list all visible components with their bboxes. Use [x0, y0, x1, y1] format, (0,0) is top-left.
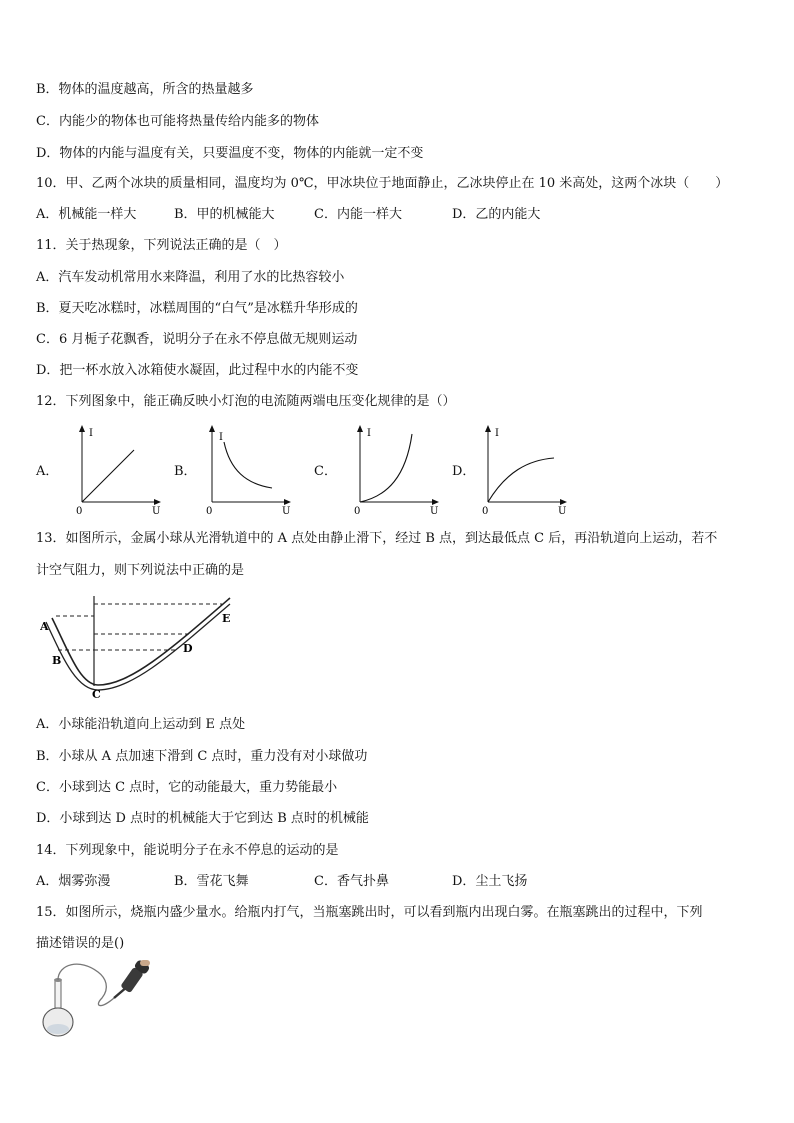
q12-graph-a-x-label: U: [152, 506, 161, 517]
q12-stem: 12．下列图象中，能正确反映小灯泡的电流随两端电压变化规律的是（）: [36, 394, 456, 409]
q15-stem-line1: 15．如图所示，烧瓶内盛少量水。给瓶内打气，当瓶塞跳出时，可以看到瓶内出现白雾。在瓶塞跳出的过程中，下列: [36, 905, 703, 920]
q13-stem-line2: 计空气阻力，则下列说法中正确的是: [36, 563, 245, 578]
q10-option-d: D．乙的内能大: [452, 207, 541, 222]
q14-stem: 14．下列现象中，能说明分子在永不停息的运动的是: [36, 843, 339, 858]
q12-graph-d-y-label: I: [495, 428, 499, 439]
q14-option-b: B．雪花飞舞: [174, 874, 249, 889]
q12-graph-c-letter: C．: [314, 464, 337, 479]
q12-graph-b: [200, 422, 295, 517]
q10-stem: 10．甲、乙两个冰块的质量相同，温度均为 0℃，甲冰块位于地面静止，乙冰块停止在 10 米高处，这两个冰块（ ）: [36, 176, 729, 191]
q13-label-e: E: [222, 612, 231, 625]
q14-option-a: A．烟雾弥漫: [36, 874, 111, 889]
q12-graph-d: [476, 422, 571, 517]
q10-option-b: B．甲的机械能大: [174, 207, 275, 222]
q12-graph-a-origin: 0: [76, 506, 83, 517]
q12-graph-b-origin: 0: [206, 506, 213, 517]
q13-option-d: D．小球到达 D 点时的机械能大于它到达 B 点时的机械能: [36, 811, 369, 826]
q12-graph-b-y-label: I: [219, 432, 223, 443]
q14-option-d: D．尘土飞扬: [452, 874, 528, 889]
q11-option-c: C．6 月栀子花飘香，说明分子在永不停息做无规则运动: [36, 332, 358, 347]
q11-option-a: A．汽车发动机常用水来降温，利用了水的比热容较小: [36, 270, 345, 285]
q14-options: [36, 873, 756, 891]
q12-graph-c-y-label: I: [367, 428, 371, 439]
q13-stem-line1: 13．如图所示，金属小球从光滑轨道中的 A 点处由静止滑下，经过 B 点，到达最低点 C 后，再沿轨道向上运动，若不: [36, 531, 718, 546]
q13-option-a: A．小球能沿轨道向上运动到 E 点处: [36, 717, 246, 732]
q12-graph-d-origin: 0: [482, 506, 489, 517]
q13-label-c: C: [92, 688, 101, 701]
q12-graph-d-letter: D．: [452, 464, 476, 479]
q15-stem-line2: 描述错误的是(): [36, 936, 125, 951]
q9-option-c: C．内能少的物体也可能将热量传给内能多的物体: [36, 114, 319, 129]
q10-option-a: A．机械能一样大: [36, 207, 137, 222]
q12-graph-c-origin: 0: [354, 506, 361, 517]
q14-option-c: C．香气扑鼻: [314, 874, 389, 889]
q10-option-c: C．内能一样大: [314, 207, 402, 222]
q13-label-a: A: [40, 620, 49, 633]
q15-flask-pump-figure: [40, 960, 152, 1038]
q12-graph-a-y-label: I: [89, 428, 93, 439]
q9-option-d: D．物体的内能与温度有关，只要温度不变，物体的内能就一定不变: [36, 146, 424, 161]
q12-graph-a-letter: A．: [36, 464, 59, 479]
q13-option-c: C．小球到达 C 点时，它的动能最大，重力势能最小: [36, 780, 338, 795]
q13-label-b: B: [52, 654, 62, 667]
q12-graph-b-x-label: U: [282, 506, 291, 517]
q12-graph-c: [348, 422, 443, 517]
q9-option-b: B．物体的温度越高，所含的热量越多: [36, 82, 254, 97]
q12-graph-c-x-label: U: [430, 506, 439, 517]
q13-track-figure: [40, 590, 235, 702]
q10-options: [36, 206, 756, 224]
q13-option-b: B．小球从 A 点加速下滑到 C 点时，重力没有对小球做功: [36, 749, 368, 764]
q13-label-d: D: [183, 642, 193, 655]
q11-stem: 11．关于热现象，下列说法正确的是（ ）: [36, 238, 287, 253]
q12-graph-d-x-label: U: [558, 506, 567, 517]
q11-option-d: D．把一杯水放入冰箱使水凝固，此过程中水的内能不变: [36, 363, 359, 378]
q12-graph-a: [70, 422, 165, 517]
q11-option-b: B．夏天吃冰糕时，冰糕周围的“白气”是冰糕升华形成的: [36, 301, 358, 316]
q12-graph-b-letter: B．: [174, 464, 197, 479]
